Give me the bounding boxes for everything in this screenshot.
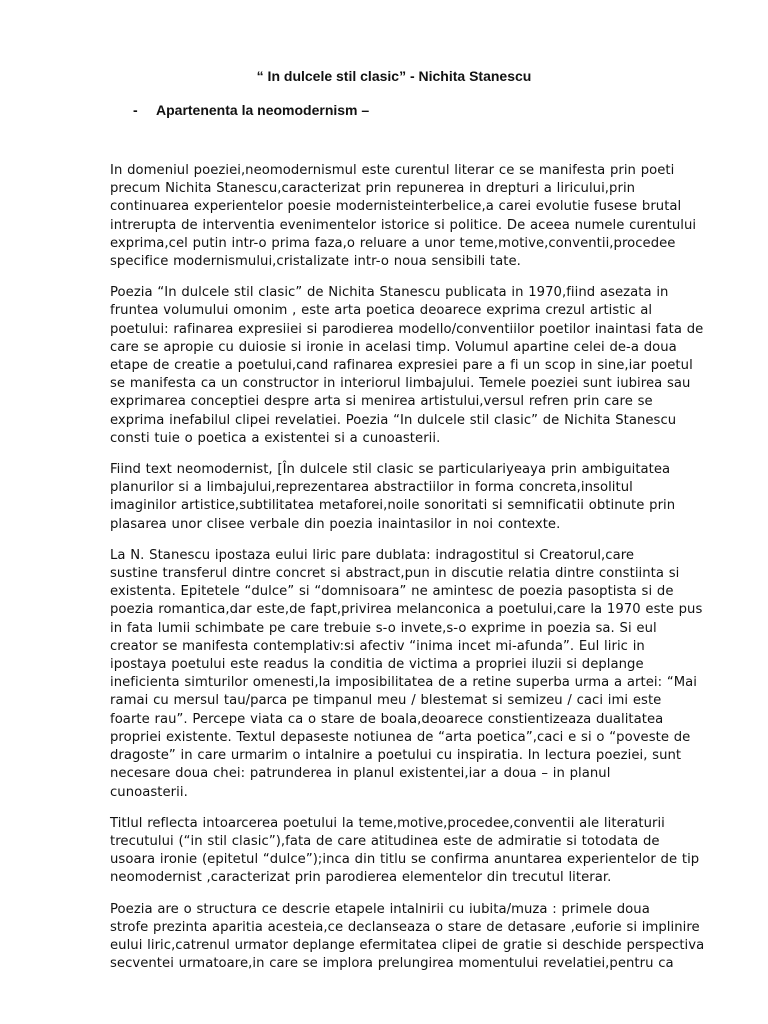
text-line: specifice modernismului,cristalizate intr-o noua sensibili tate. — [110, 254, 521, 270]
text-line: in fata lumii schimbate pe care trebuie s-o invete,s-o exprime in poezia sa. Si eul — [110, 620, 657, 636]
paragraph — [110, 162, 720, 271]
text-line: ineficienta simturilor omenesti,la imposibilitatea de a retine superba urma a artei: “Mai — [110, 675, 698, 691]
paragraph — [110, 547, 720, 802]
text-line: ipostaya poetului este readus la conditia de victima a propriei iluzii si deplange — [110, 657, 644, 673]
text-line: planurilor si a limbajului,reprezentarea abstractiilor in forma concreta,insolitul — [110, 480, 633, 496]
text-line: Fiind text neomodernist, [În dulcele stil clasic se particulariyeaya prin ambiguitatea — [110, 462, 671, 478]
text-line: La N. Stanescu ipostaza eului liric pare dublata: indragostitul si Creatorul,care — [110, 547, 635, 563]
text-line: exprimarea conceptiei despre arta si menirea artistului,versul refren prin care se — [110, 394, 653, 410]
text-line: existenta. Epitetele “dulce” si “domnisoara” ne amintesc de poezia pasoptista si de — [110, 584, 674, 600]
text-line: poezia romantica,dar este,de fapt,privirea melanconica a poetului,care la 1970 este pus — [110, 602, 703, 618]
paragraph — [110, 901, 720, 974]
text-line: intrerupta de interventia evenimentelor istorice si politice. De aceea numele curentului — [110, 217, 697, 233]
text-line: fruntea volumului omonim , este arta poetica deoarece exprima crezul artistic al — [110, 303, 653, 319]
text-line: ramai cu mersul tau/parca pe timpanul meu / blestemat si semizeu / caci imi este — [110, 693, 662, 709]
subtitle-text: Apartenenta la neomodernism – — [156, 102, 370, 118]
text-line: exprima inefabilul clipei revelatiei. Poezia “In dulcele stil clasic” de Nichita Stanescu — [110, 412, 677, 428]
paragraph — [110, 461, 720, 534]
text-line: sustine transferul dintre concret si abstract,pun in discutie relatia dintre constiinta si — [110, 566, 680, 582]
text-line: etape de creatie a poetului,cand rafinarea expresiei pare a fi un scop in sine,iar poetul — [110, 358, 693, 374]
paragraph — [110, 815, 720, 888]
text-line: exprima,cel putin intr-o prima faza,o reluare a unor teme,motive,conventii,procedee — [110, 235, 676, 251]
text-line: continuarea experientelor poesie modernisteinterbelice,a carei evolutie fusese brutal — [110, 199, 682, 215]
text-line: Titlul reflecta intoarcerea poetului la teme,motive,procedee,conventii ale literaturii — [110, 815, 665, 831]
text-line: precum Nichita Stanescu,caracterizat prin repunerea in drepturi a liricului,prin — [110, 181, 636, 197]
text-line: plasarea unor clisee verbale din poezia inaintasilor in noi contexte. — [110, 516, 561, 532]
text-line: care se apropie cu duiosie si ironie in acelasi timp. Volumul apartine celei de-a doua — [110, 339, 677, 355]
text-line: consti tuie o poetica a existentei si a cunoasterii. — [110, 430, 441, 446]
text-line: poetului: rafinarea expresiiei si parodierea modello/conventiilor poetilor inaintasi fata de — [110, 321, 704, 337]
subtitle-bullet: - — [133, 102, 138, 118]
document-subtitle — [133, 102, 369, 118]
text-line: propriei existente. Textul depaseste notiunea de “arta poetica”,caci e si o “poveste de — [110, 729, 691, 745]
text-line: In domeniul poeziei,neomodernismul este curentul literar ce se manifesta prin poeti — [110, 163, 675, 178]
text-line: Poezia are o structura ce descrie etapele intalnirii cu iubita/muza : primele doua — [110, 901, 650, 917]
text-line: usoara ironie (epitetul “dulce”);inca din titlu se confirma anuntarea experientelor de tip — [110, 852, 700, 868]
text-line: dragoste” in care urmarim o intalnire a poetului cu inspiratia. In lectura poeziei, sunt — [110, 748, 682, 764]
text-line: secventei urmatoare,in care se implora prelungirea momentului revelatiei,pentru ca — [110, 956, 674, 972]
document-title: “ In dulcele stil clasic” - Nichita Stanescu — [256, 68, 532, 84]
text-line: trecutului (“in stil clasic”),fata de care atitudinea este de admiratie si totodata de — [110, 833, 660, 849]
text-line: strofe prezinta aparitia acesteia,ce declanseaza o stare de detasare ,euforie si implinire — [110, 919, 700, 935]
text-line: cunoasterii. — [110, 784, 188, 800]
text-line: se manifesta ca un constructor in interiorul limbajului. Temele poeziei sunt iubirea sau — [110, 376, 691, 392]
document-body — [110, 162, 720, 986]
text-line: eului liric,catrenul urmator deplange efermitatea clipei de gratie si deschide perspectiva — [110, 937, 705, 953]
text-line: neomodernist ,caracterizat prin parodierea elementelor din trecutul literar. — [110, 870, 612, 886]
text-line: foarte rau”. Percepe viata ca o stare de boala,deoarece constientizeaza dualitatea — [110, 711, 664, 727]
text-line: necesare doua chei: patrunderea in planul existentei,iar a doua – in planul — [110, 766, 611, 782]
text-line: imaginilor artistice,subtilitatea metaforei,noile sonoritati si semnificatii obtinute prin — [110, 498, 676, 514]
text-line: creator se manifesta contemplativ:si afectiv “inima incet mi-afunda”. Eul liric in — [110, 638, 645, 654]
text-line: Poezia “In dulcele stil clasic” de Nichita Stanescu publicata in 1970,fiind asezata in — [110, 285, 669, 301]
paragraph — [110, 284, 720, 448]
